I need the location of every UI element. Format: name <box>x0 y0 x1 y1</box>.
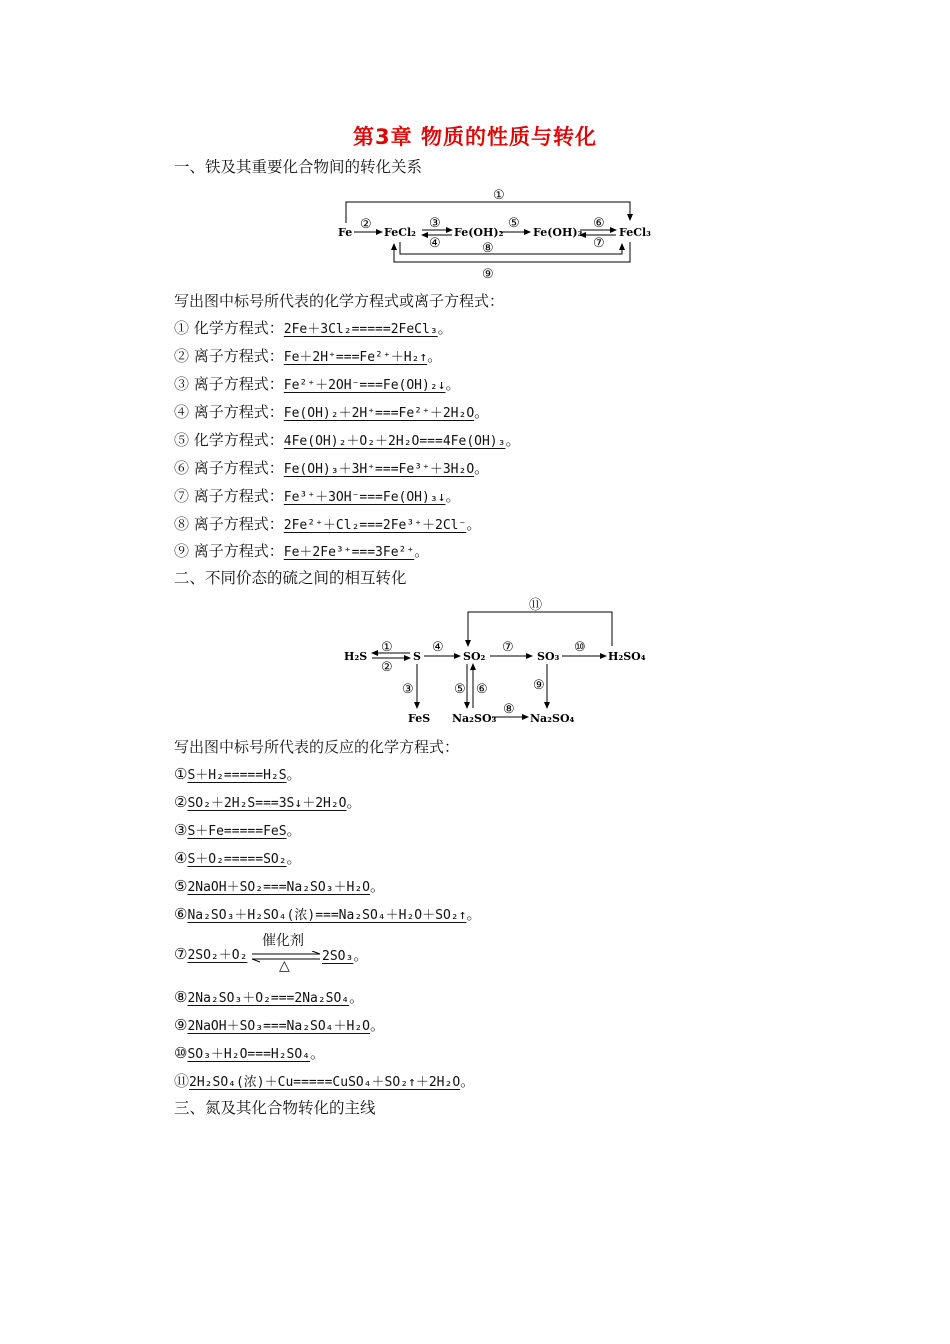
period: 。 <box>310 1044 326 1062</box>
eq-label: ⑦ 离子方程式： <box>174 487 284 505</box>
answer-blank: 2H₂SO₄(浓)＋Cu=====CuSO₄＋SO₂↑＋2H₂O <box>189 1075 461 1090</box>
section-heading-sulfur: 二、不同价态的硫之间的相互转化 <box>174 569 407 587</box>
period: 。 <box>286 821 302 839</box>
label-4: ④ <box>429 236 441 251</box>
answer-blank: Fe(OH)₃＋3H⁺===Fe³⁺＋3H₂O <box>283 462 475 477</box>
s-label-5: ⑤ <box>454 682 466 697</box>
node-fes: FeS <box>408 712 431 725</box>
answer-blank: 2Na₂SO₃＋O₂===2Na₂SO₄ <box>187 991 350 1006</box>
answer-blank: Fe＋2H⁺===Fe²⁺＋H₂↑ <box>283 350 428 365</box>
node-fecl2: FeCl₂ <box>384 226 416 239</box>
eq-label: ③ <box>174 821 188 839</box>
node-fecl3: FeCl₃ <box>619 226 651 239</box>
label-7: ⑦ <box>593 236 605 251</box>
eq-label: ④ <box>174 849 188 867</box>
eq-label: ⑨ 离子方程式： <box>174 542 284 560</box>
node-s: S <box>413 650 421 663</box>
period: 。 <box>370 1016 386 1034</box>
s-label-11: ⑪ <box>529 598 543 613</box>
s-label-1: ① <box>381 640 393 655</box>
node-fe: Fe <box>338 226 353 239</box>
period: 。 <box>474 459 490 477</box>
label-9: ⑨ <box>482 267 494 282</box>
s-eq-line <box>174 792 362 814</box>
iron-conversion-diagram <box>330 182 660 282</box>
period: 。 <box>286 765 302 783</box>
s-eq-line <box>174 848 302 870</box>
s-label-2: ② <box>381 660 393 675</box>
node-so3: SO₃ <box>537 650 560 663</box>
eq-label: ⑥ <box>174 905 188 923</box>
page-title: 第3章 物质的性质与转化 <box>353 125 597 149</box>
eq-label: ③ 离子方程式： <box>174 375 284 393</box>
eq-label: ⑧ <box>174 988 188 1006</box>
s-eq-line <box>174 987 364 1009</box>
period: 。 <box>474 403 490 421</box>
fe-eq-line <box>174 486 461 508</box>
eq-label: ② 离子方程式： <box>174 347 284 365</box>
eq-label: ② <box>174 793 188 811</box>
fe-eq-line <box>174 318 453 340</box>
s-label-4: ④ <box>432 640 444 655</box>
eq-label: ① 化学方程式： <box>174 319 284 337</box>
eq7-heat: △ <box>279 958 290 974</box>
eq-label: ④ 离子方程式： <box>174 403 284 421</box>
period: 。 <box>427 347 443 365</box>
eq7-reversible-line <box>174 932 574 978</box>
eq-label: ⑥ 离子方程式： <box>174 459 284 477</box>
prompt-iron: 写出图中标号所代表的化学方程式或离子方程式： <box>174 292 505 310</box>
s-eq-line <box>174 820 302 842</box>
period: 。 <box>414 542 430 560</box>
eq-label: ⑧ 离子方程式： <box>174 515 284 533</box>
node-feoh3: Fe(OH)₃ <box>533 226 583 239</box>
node-so2: SO₂ <box>463 650 486 663</box>
node-h2so4: H₂SO₄ <box>608 650 646 663</box>
answer-blank: 2NaOH＋SO₂===Na₂SO₃＋H₂O <box>187 880 370 895</box>
answer-blank: 4Fe(OH)₂＋O₂＋2H₂O===4Fe(OH)₃ <box>283 434 506 449</box>
s-label-7: ⑦ <box>502 640 514 655</box>
label-1: ① <box>493 188 505 203</box>
fe-eq-line <box>174 402 489 424</box>
period: 。 <box>460 1072 476 1090</box>
s-eq-line <box>174 1015 385 1037</box>
fe-eq-line <box>174 458 489 480</box>
node-na2so4: Na₂SO₄ <box>530 712 575 725</box>
period: 。 <box>466 515 482 533</box>
eq-label: ① <box>174 765 188 783</box>
answer-blank: Fe(OH)₂＋2H⁺===Fe²⁺＋2H₂O <box>283 406 475 421</box>
s-eq-line <box>174 764 302 786</box>
node-h2s: H₂S <box>344 650 368 663</box>
s-label-9: ⑨ <box>533 678 545 693</box>
period: 。 <box>505 431 521 449</box>
s-label-3: ③ <box>402 682 414 697</box>
answer-blank: SO₂＋2H₂S===3S↓＋2H₂O <box>187 796 347 811</box>
section-heading-nitrogen: 三、氮及其化合物转化的主线 <box>174 1099 376 1117</box>
s-label-10: ⑩ <box>574 640 586 655</box>
eq7-products: 2SO₃。 <box>322 946 369 964</box>
period: 。 <box>437 319 453 337</box>
s-eq-line <box>174 876 385 898</box>
fe-eq-line <box>174 374 461 396</box>
answer-blank: S＋H₂=====H₂S <box>187 768 287 783</box>
answer-blank: S＋O₂=====SO₂ <box>187 852 287 867</box>
answer-blank: Na₂SO₃＋H₂SO₄(浓)===Na₂SO₄＋H₂O＋SO₂↑ <box>187 908 467 923</box>
period: 。 <box>466 905 482 923</box>
label-2: ② <box>360 217 372 232</box>
period: 。 <box>346 793 362 811</box>
answer-blank: S＋Fe=====FeS <box>187 824 287 839</box>
answer-blank: 2NaOH＋SO₃===Na₂SO₄＋H₂O <box>187 1019 370 1034</box>
period: 。 <box>370 877 386 895</box>
fe-eq-line <box>174 541 429 563</box>
s-label-6: ⑥ <box>476 682 488 697</box>
answer-blank: Fe³⁺＋3OH⁻===Fe(OH)₃↓ <box>283 490 446 505</box>
answer-blank: Fe²⁺＋2OH⁻===Fe(OH)₂↓ <box>283 378 446 393</box>
eq-label: ⑪ <box>174 1072 190 1090</box>
eq-label: ⑩ <box>174 1044 188 1062</box>
s-eq-line <box>174 904 481 926</box>
node-feoh2: Fe(OH)₂ <box>454 226 504 239</box>
node-na2so3: Na₂SO₃ <box>452 712 497 725</box>
eq7-reactants: ⑦2SO₂＋O₂ <box>174 945 248 963</box>
label-6: ⑥ <box>593 216 605 231</box>
fe-eq-line <box>174 346 442 368</box>
label-5: ⑤ <box>508 216 520 231</box>
label-8: ⑧ <box>482 241 494 256</box>
sulfur-conversion-diagram <box>340 596 660 730</box>
s-eq-line <box>174 1043 325 1065</box>
s-label-8: ⑧ <box>503 702 515 717</box>
answer-blank: Fe＋2Fe³⁺===3Fe²⁺ <box>283 545 415 560</box>
eq-label: ⑨ <box>174 1016 188 1034</box>
period: 。 <box>445 487 461 505</box>
period: 。 <box>349 988 365 1006</box>
section-heading-iron: 一、铁及其重要化合物间的转化关系 <box>174 158 423 176</box>
period: 。 <box>445 375 461 393</box>
fe-eq-line <box>174 514 481 536</box>
label-3: ③ <box>429 216 441 231</box>
answer-blank: 2Fe²⁺＋Cl₂===2Fe³⁺＋2Cl⁻ <box>283 518 467 533</box>
eq7-catalyst: 催化剂 <box>262 933 304 949</box>
eq-label: ⑤ <box>174 877 188 895</box>
eq-label: ⑤ 化学方程式： <box>174 431 284 449</box>
answer-blank: SO₃＋H₂O===H₂SO₄ <box>187 1047 311 1062</box>
s-eq-line <box>174 1071 475 1093</box>
prompt-sulfur: 写出图中标号所代表的反应的化学方程式： <box>174 738 460 756</box>
fe-eq-line <box>174 430 520 452</box>
period: 。 <box>286 849 302 867</box>
answer-blank: 2Fe＋3Cl₂=====2FeCl₃ <box>283 322 438 337</box>
